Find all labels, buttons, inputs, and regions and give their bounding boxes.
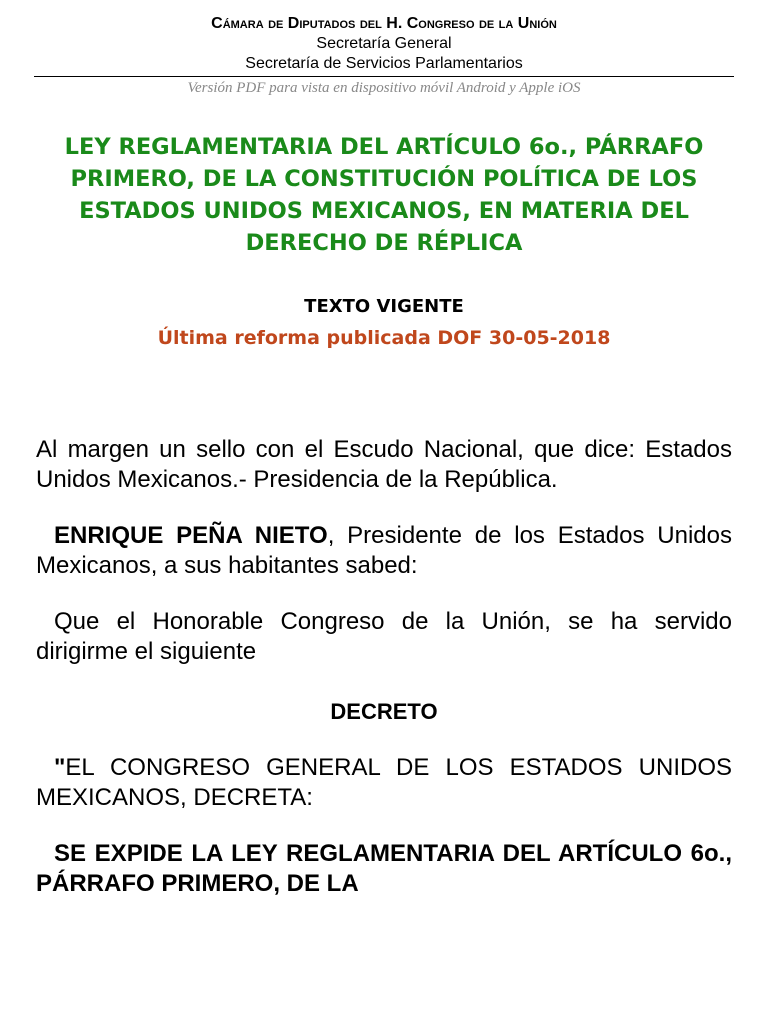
secretaria-servicios: Secretaría de Servicios Parlamentarios (245, 55, 523, 72)
decree-heading: DECRETO (330, 699, 438, 724)
president-paragraph (36, 521, 732, 581)
expide-paragraph: SE EXPIDE LA LEY REGLAMENTARIA DEL ARTÍCULO 6o., PÁRRAFO PRIMERO, DE LA (36, 840, 732, 897)
secretaria-general: Secretaría General (316, 35, 452, 52)
president-name: ENRIQUE PEÑA NIETO (54, 522, 328, 549)
status-label: TEXTO VIGENTE (304, 296, 464, 317)
document-header (0, 0, 768, 74)
pdf-version-note: Versión PDF para vista en dispositivo móvil Android y Apple iOS (187, 80, 581, 96)
chamber-name: Cámara de Diputados del H. Congreso de la Unión (211, 15, 557, 32)
seal-paragraph: Al margen un sello con el Escudo Nacional, que dice: Estados Unidos Mexicanos.- Presidencia de la República. (36, 436, 732, 493)
last-reform: Última reforma publicada DOF 30-05-2018 (157, 327, 611, 349)
header-rule (34, 76, 734, 77)
congress-paragraph: Que el Honorable Congreso de la Unión, se ha servido dirigirme el siguiente (36, 608, 732, 665)
decree-text: EL CONGRESO GENERAL DE LOS ESTADOS UNIDOS MEXICANOS, DECRETA: (36, 754, 732, 811)
president-text: , Presidente de los Estados Unidos Mexicanos, a sus habitantes sabed: (36, 522, 733, 579)
law-title: LEY REGLAMENTARIA DEL ARTÍCULO 6o., PÁRRAFO PRIMERO, DE LA CONSTITUCIÓN POLÍTICA DE LOS ESTADOS UNIDOS MEXICANOS, EN MATERIA DEL DERECHO DE RÉPLICA (64, 134, 704, 256)
open-quote: " (54, 754, 66, 781)
decree-paragraph (36, 753, 732, 813)
